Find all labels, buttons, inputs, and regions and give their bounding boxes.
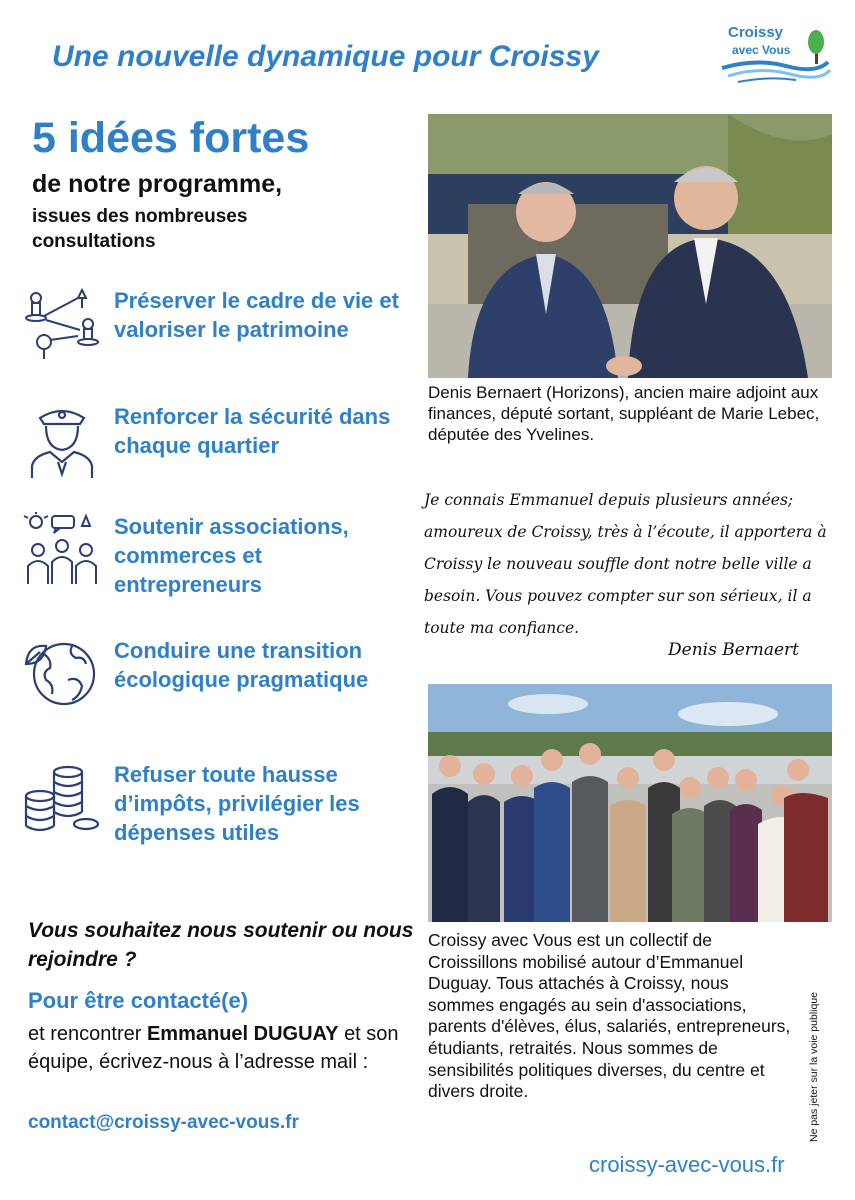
- team-group-photo: [428, 684, 832, 922]
- contact-body: [28, 1020, 418, 1076]
- idea-item: [22, 286, 402, 396]
- handshake-photo: [428, 114, 832, 378]
- contact-email-link[interactable]: contact@croissy-avec-vous.fr: [28, 1112, 299, 1133]
- police-officer-icon: [22, 402, 102, 482]
- idea-text: Refuser toute hausse d’impôts, privilégier les dépenses utiles: [114, 762, 360, 845]
- program-subtitle: de notre programme,: [32, 170, 283, 198]
- earth-leaf-icon: [22, 636, 102, 716]
- program-title: 5 idées fortes: [32, 114, 310, 162]
- idea-item: [22, 760, 402, 870]
- tagline: Une nouvelle dynamique pour Croissy: [52, 40, 599, 73]
- website-link[interactable]: croissy-avec-vous.fr: [589, 1152, 785, 1177]
- support-question: Vous souhaitez nous soutenir ou nous rejoindre ?: [28, 919, 414, 971]
- contact-title: Pour être contacté(e): [28, 988, 249, 1013]
- litter-notice: Ne pas jeter sur la voie publique: [808, 991, 820, 1142]
- endorsement-signature: Denis Bernaert: [668, 640, 799, 660]
- logo-subtitle: avec Vous: [732, 43, 791, 57]
- community-meeting-icon: [22, 512, 102, 592]
- croissy-avec-vous-logo: [716, 18, 836, 90]
- program-intro: issues des nombreuses consultations: [32, 206, 248, 252]
- candidate-name: Emmanuel DUGUAY: [146, 1023, 339, 1045]
- idea-item: [22, 512, 402, 622]
- logo-title: Croissy: [728, 24, 784, 41]
- idea-text: Préserver le cadre de vie et valoriser le patrimoine: [114, 288, 399, 342]
- idea-item: [22, 636, 402, 746]
- heritage-map-icon: [22, 286, 102, 366]
- contact-suffix: et son équipe, écrivez-nous à l’adresse mail :: [28, 1023, 399, 1073]
- idea-item: [22, 402, 402, 512]
- idea-text: Conduire une transition écologique pragmatique: [114, 638, 369, 692]
- collective-description: Croissy avec Vous est un collectif de Croissillons mobilisé autour d’Emmanuel Duguay. Tous attachés à Croissy, nous sommes engagés au sein d'associations, parents d'élèves, élus, salariés, entrepreneurs, étudiants, retraités. Nous sommes de sensibilités politiques diverses, du centre et divers droite.: [428, 930, 791, 1102]
- endorsement-quote: Je connais Emmanuel depuis plusieurs années; amoureux de Croissy, très à l’écoute, il apportera à Croissy le nouveau souffle dont notre belle ville a besoin. Vous pouvez compter sur son sérieux, il a toute ma confiance.: [424, 491, 827, 637]
- idea-text: Soutenir associations, commerces et entrepreneurs: [114, 514, 349, 597]
- coin-stacks-icon: [22, 760, 102, 840]
- contact-prefix: et rencontrer: [28, 1023, 142, 1045]
- idea-text: Renforcer la sécurité dans chaque quartier: [114, 404, 391, 458]
- endorser-caption: Denis Bernaert (Horizons), ancien maire adjoint aux finances, député sortant, suppléant de Marie Lebec, députée des Yvelines.: [428, 383, 820, 444]
